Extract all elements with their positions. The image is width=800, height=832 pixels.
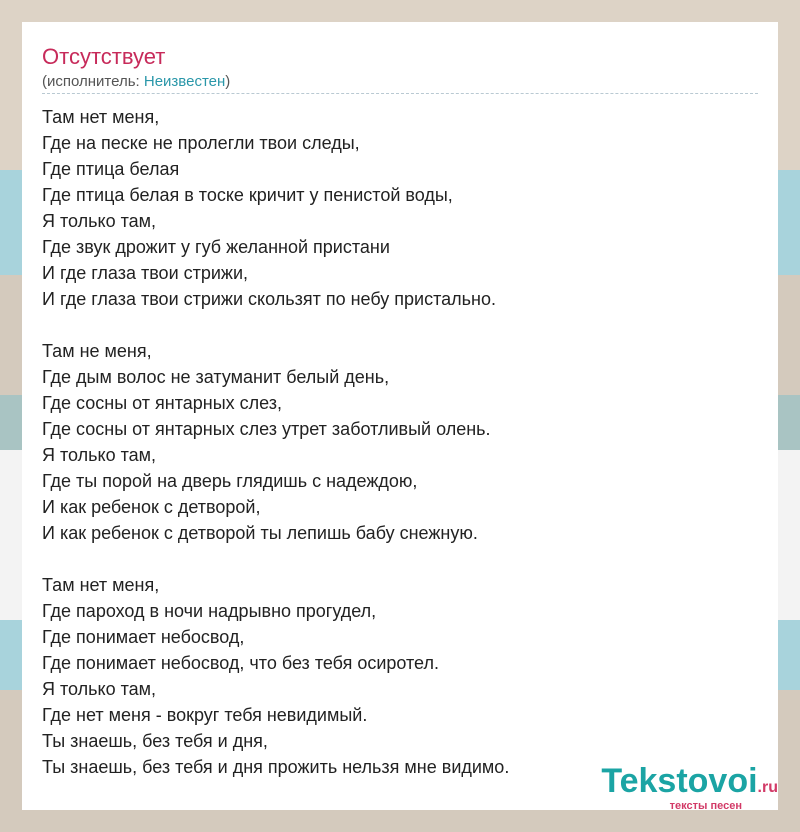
lyric-line: Где ты порой на дверь глядишь с надеждою,	[42, 471, 418, 491]
lyric-line: Где сосны от янтарных слез,	[42, 393, 283, 413]
lyric-line: Где пароход в ночи надрывно прогудел,	[42, 601, 377, 621]
lyric-line: Я только там,	[42, 445, 157, 465]
lyrics-card	[22, 22, 778, 810]
lyric-line: И где глаза твои стрижи,	[42, 263, 249, 283]
lyric-line: И как ребенок с детворой ты лепишь бабу снежную.	[42, 523, 478, 543]
lyric-line: Где птица белая в тоске кричит у пенистой воды,	[42, 185, 453, 205]
logo-main-text: Tekstovoi	[601, 762, 758, 800]
lyric-line: Где нет меня - вокруг тебя невидимый.	[42, 705, 368, 725]
divider	[42, 93, 758, 94]
artist-line	[42, 73, 230, 90]
lyric-line: Я только там,	[42, 211, 157, 231]
lyric-line: Там нет меня,	[42, 107, 160, 127]
lyric-line: Там не меня,	[42, 341, 152, 361]
lyric-line: Где сосны от янтарных слез утрет заботливый олень.	[42, 419, 491, 439]
lyric-line: Ты знаешь, без тебя и дня,	[42, 731, 268, 751]
artist-suffix: )	[225, 73, 231, 90]
lyric-line: Где понимает небосвод,	[42, 627, 245, 647]
lyric-line: Где на песке не пролегли твои следы,	[42, 133, 360, 153]
logo-tld: .ru	[757, 779, 778, 796]
stanza-gap	[42, 546, 758, 572]
lyric-line: Там нет меня,	[42, 575, 160, 595]
artist-prefix: (исполнитель:	[42, 73, 144, 90]
lyric-line: И как ребенок с детворой,	[42, 497, 261, 517]
lyrics-text	[42, 104, 758, 780]
song-title: Отсутствует	[42, 44, 166, 69]
lyric-line: Ты знаешь, без тебя и дня прожить нельзя мне видимо.	[42, 757, 510, 777]
lyric-line: Я только там,	[42, 679, 157, 699]
lyric-line: Где понимает небосвод, что без тебя осиротел.	[42, 653, 439, 673]
lyric-line: Где дым волос не затуманит белый день,	[42, 367, 390, 387]
lyric-line: И где глаза твои стрижи скользят по небу пристально.	[42, 289, 496, 309]
lyric-line: Где птица белая	[42, 159, 180, 179]
lyric-line: Где звук дрожит у губ желанной пристани	[42, 237, 390, 257]
logo-subtitle: тексты песен	[669, 800, 742, 812]
stanza-gap	[42, 312, 758, 338]
site-logo[interactable]	[601, 762, 778, 812]
artist-link[interactable]: Неизвестен	[143, 73, 226, 90]
